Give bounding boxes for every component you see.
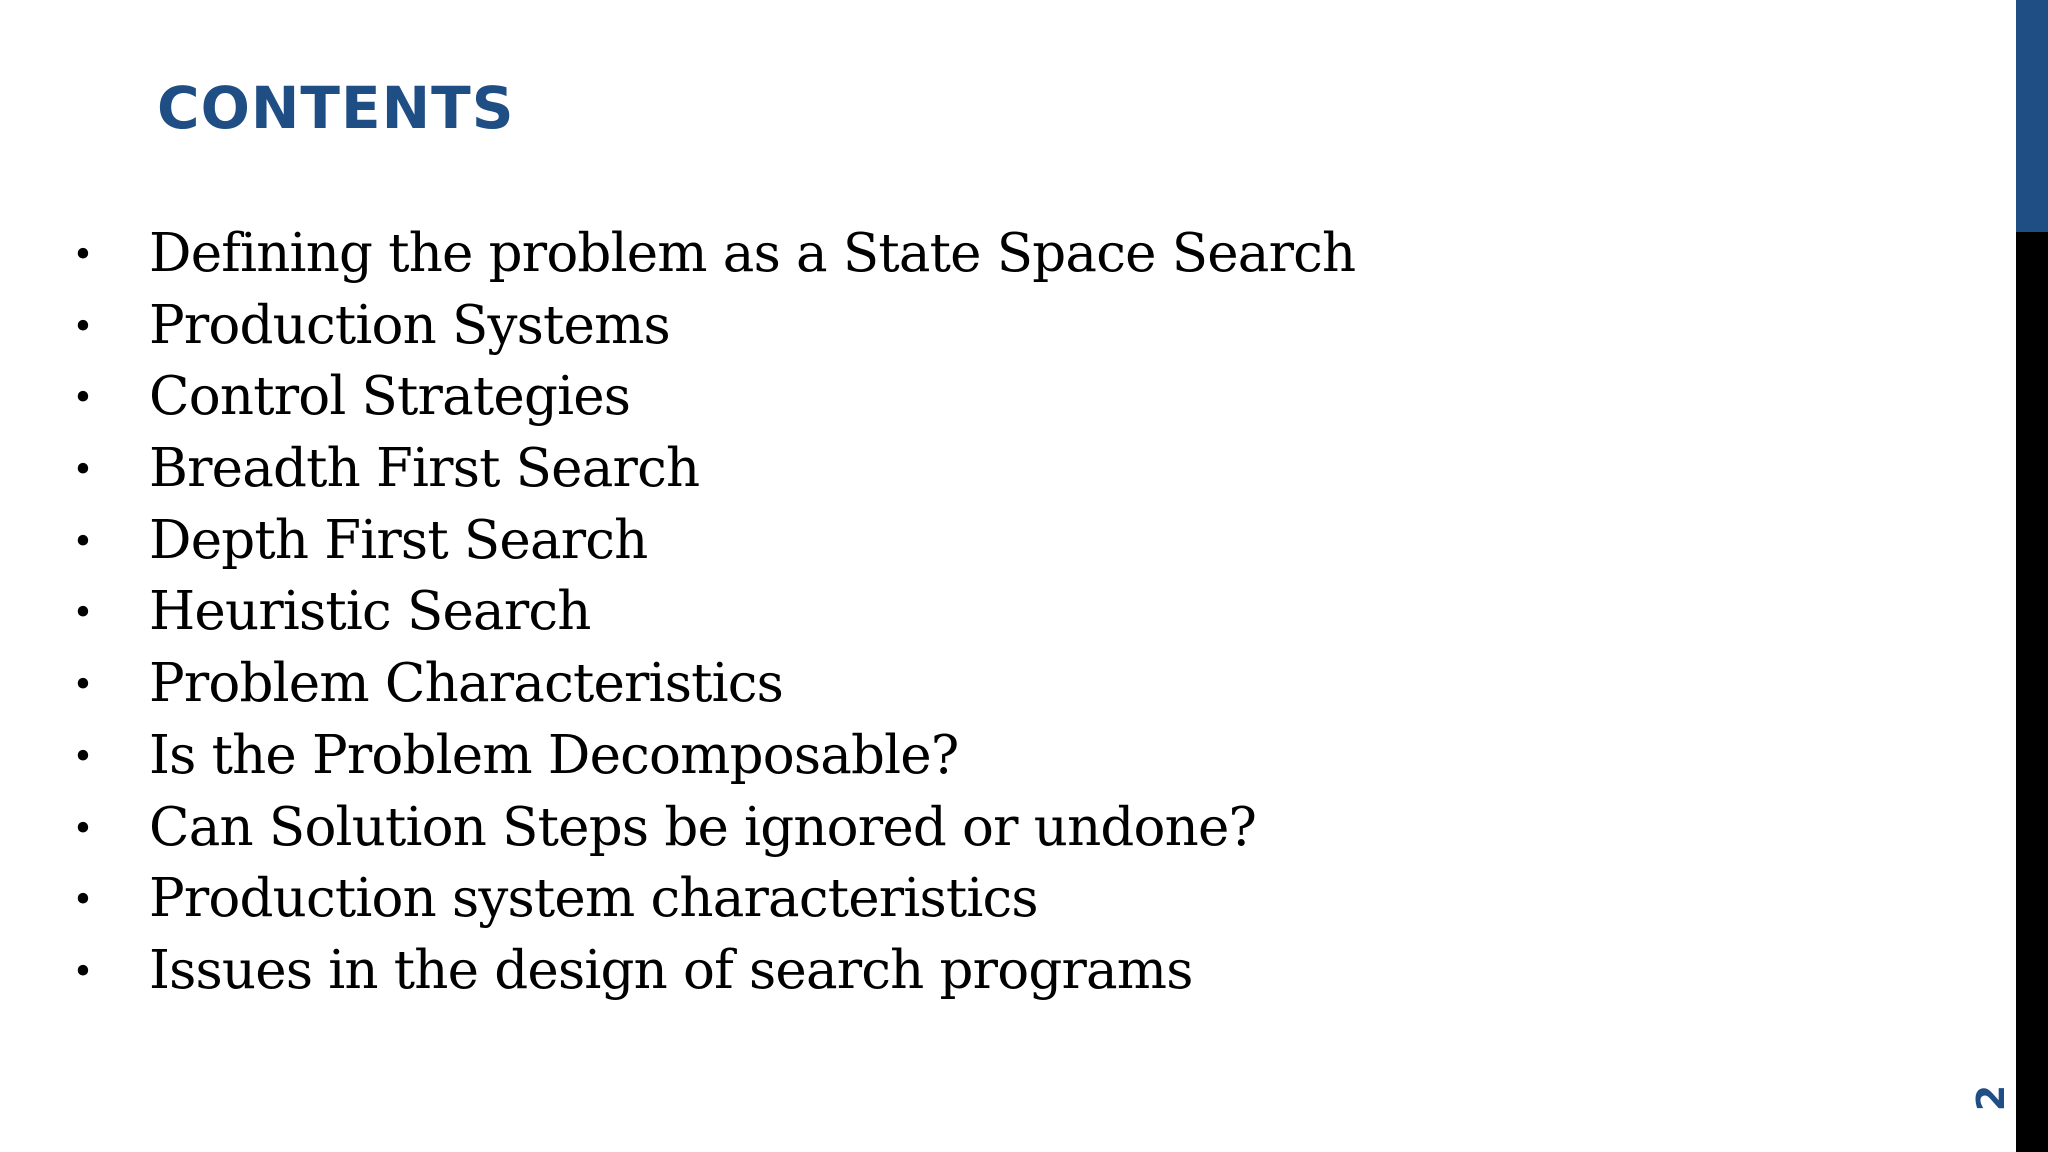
bullet-icon: • [75,945,91,995]
bullet-icon: • [75,730,91,780]
side-bar-accent [2016,0,2048,232]
list-item-text: Production Systems [149,294,670,356]
bullet-icon: • [75,515,91,565]
list-item-text: Heuristic Search [149,581,591,643]
bullet-icon: • [75,874,91,924]
list-item-text: Is the Problem Decomposable? [149,724,959,786]
list-item-text: Issues in the design of search programs [149,939,1193,1001]
bullet-icon: • [75,229,91,278]
bullet-icon: • [75,372,91,422]
bullet-icon: • [75,659,91,709]
bullet-icon: • [75,802,91,852]
slide-number-text: 2 [1969,1084,2013,1112]
slide-title: CONTENTS [157,74,515,142]
list-item-text: Depth First Search [149,509,648,571]
list-item-text: Breadth First Search [149,438,700,500]
bullet-icon: • [75,587,91,637]
list-item-text: Control Strategies [149,366,631,428]
bullet-icon: • [75,444,91,494]
list-item-text: Problem Characteristics [149,653,784,715]
list-item-text: Defining the problem as a State Space Search [149,223,1356,284]
list-item-text: Can Solution Steps be ignored or undone? [149,796,1257,858]
bullet-icon: • [75,300,91,350]
list-item-text: Production system characteristics [149,868,1038,930]
